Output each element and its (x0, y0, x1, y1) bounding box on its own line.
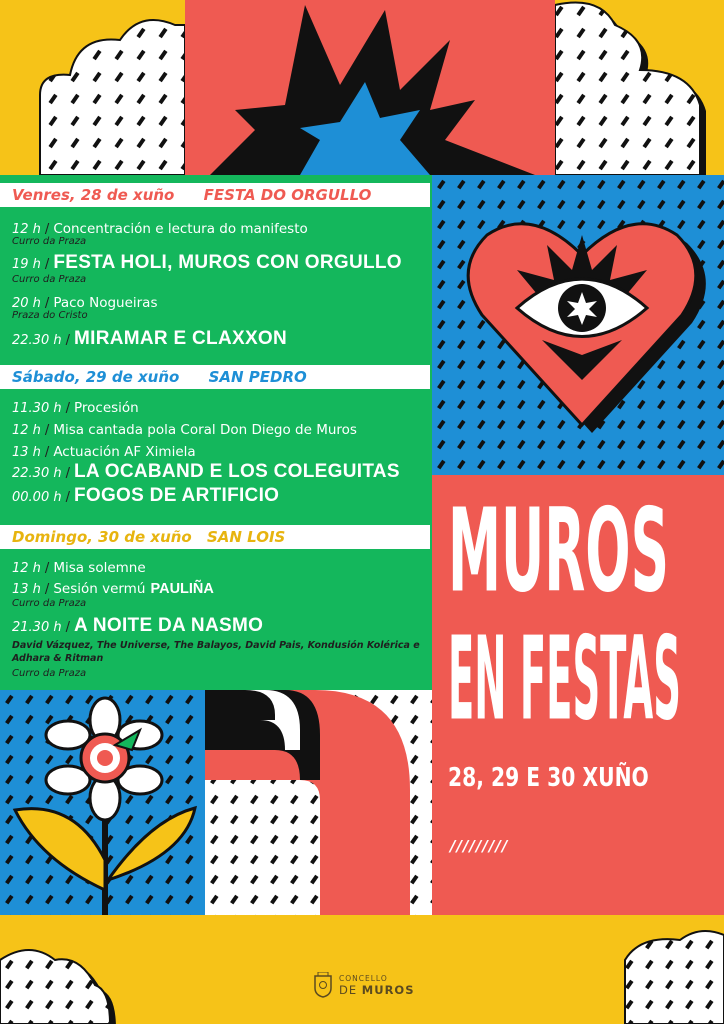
event-item: 19 h / FESTA HOLI, MUROS CON ORGULLO (12, 252, 402, 273)
title-line-2: EN FESTAS (448, 613, 681, 747)
day-theme: SAN PEDRO (208, 368, 307, 386)
day-theme: SAN LOIS (206, 528, 286, 546)
event-title: PAULIÑA (150, 581, 214, 597)
event-title-prefix: Sesión vermú (53, 581, 146, 597)
day-header-friday (0, 183, 430, 207)
event-item: 21.30 h / A NOITE DA NASMO (12, 615, 264, 636)
event-time: 12 h (12, 222, 41, 237)
decorative-slashes: ///////// (450, 837, 509, 855)
event-location: Curro da Praza (12, 668, 87, 679)
event-title: LA OCABAND E LOS COLEGUITAS (73, 461, 400, 482)
schedule-panel (0, 175, 432, 690)
event-item: 13 h / Sesión vermú PAULIÑA (12, 581, 214, 597)
event-title: Misa solemne (53, 560, 146, 576)
event-time: 12 h (12, 423, 41, 438)
event-item: 00.00 h / FOGOS DE ARTIFICIO (12, 485, 280, 506)
event-item: 22.30 h / MIRAMAR E CLAXXON (12, 328, 288, 349)
event-item: 12 h / Misa cantada pola Coral Don Diego de Muros (12, 422, 357, 438)
cloud-icon (625, 931, 724, 1024)
concello-logo (313, 972, 414, 998)
day-date: Venres, 28 de xuño (12, 186, 175, 204)
event-item: 22.30 h / LA OCABAND E LOS COLEGUITAS (12, 461, 400, 482)
event-location: Curro da Praza (12, 236, 87, 247)
event-item: 12 h / Misa solemne (12, 560, 146, 576)
event-time: 22.30 h (12, 333, 62, 348)
event-title: Paco Nogueiras (53, 295, 158, 311)
event-dates: 28, 29 E 30 XUÑO (448, 763, 649, 793)
logo-top-text: CONCELLO (339, 973, 388, 983)
event-title: FOGOS DE ARTIFICIO (73, 485, 280, 506)
day-header-saturday (0, 365, 430, 389)
event-item: 20 h / Paco Nogueiras (12, 295, 158, 311)
flower-panel-art (0, 690, 205, 915)
event-time: 13 h (12, 582, 41, 597)
title-block (432, 475, 724, 915)
event-location: Praza do Cristo (12, 310, 88, 321)
day-theme: FESTA DO ORGULLO (203, 186, 372, 204)
event-time: 00.00 h (12, 490, 62, 505)
heart-panel-art (432, 175, 724, 475)
event-time: 12 h (12, 561, 41, 576)
title-line-1: MUROS (448, 485, 669, 619)
event-title: A NOITE DA NASMO (73, 615, 264, 636)
event-time: 13 h (12, 445, 41, 460)
event-title: MIRAMAR E CLAXXON (73, 328, 288, 349)
day-date: Sábado, 29 de xuño (12, 368, 180, 386)
crest-icon (313, 972, 333, 998)
event-lineup: David Vázquez, The Universe, The Balayos, David Pais, Kondusión Kolérica e Adhara & Ritman (12, 640, 420, 664)
event-title: FESTA HOLI, MUROS CON ORGULLO (53, 252, 402, 273)
day-date: Domingo, 30 de xuño (12, 528, 192, 546)
bottom-band-art (0, 915, 724, 1024)
logo-de: DE (339, 982, 358, 997)
event-time: 19 h (12, 257, 41, 272)
logo-name: MUROS (361, 982, 415, 997)
event-title: Concentración e lectura do manifesto (53, 221, 308, 237)
event-item: 11.30 h / Procesión (12, 400, 139, 416)
arch-panel-art (205, 690, 432, 915)
event-time: 21.30 h (12, 620, 62, 635)
event-time: 20 h (12, 296, 41, 311)
event-title: Actuación AF Ximiela (53, 444, 196, 460)
logo-bottom-text (339, 983, 414, 997)
event-location: Curro da Praza (12, 274, 87, 285)
event-item: 13 h / Actuación AF Ximiela (12, 444, 196, 460)
event-time: 11.30 h (12, 401, 62, 416)
day-header-sunday (0, 525, 430, 549)
event-time: 22.30 h (12, 466, 62, 481)
event-location: Curro da Praza (12, 598, 87, 609)
event-title: Procesión (73, 400, 139, 416)
top-banner-art (0, 0, 724, 175)
event-title: Misa cantada pola Coral Don Diego de Muros (53, 422, 357, 438)
event-item: 12 h / Concentración e lectura do manifesto (12, 221, 308, 237)
